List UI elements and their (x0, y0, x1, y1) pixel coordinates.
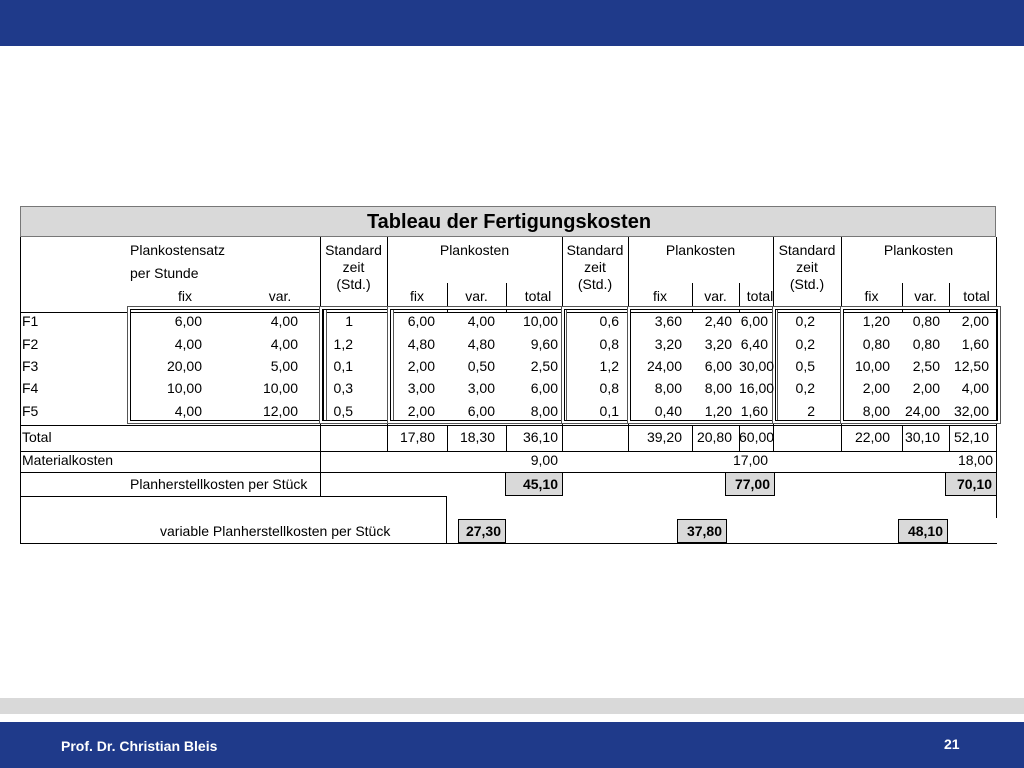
row-p1-var: 4,00 (467, 313, 495, 329)
row-p3-fix: 8,00 (862, 403, 890, 419)
row-p3-total: 12,50 (953, 358, 989, 374)
row-p2-total: 6,00 (740, 313, 768, 329)
planherstell-value-1: 45,10 (522, 476, 558, 492)
table-title: Tableau der Fertigungskosten (366, 211, 652, 233)
row-p1-var: 4,80 (467, 336, 495, 352)
row-satz-fix: 6,00 (174, 313, 202, 329)
row-p3-fix: 1,20 (862, 313, 890, 329)
total-p2-total: 60,00 (739, 429, 775, 445)
cost-table (20, 206, 997, 544)
row-p1-total: 10,00 (522, 313, 558, 329)
row-p1-fix: 2,00 (407, 403, 435, 419)
material-value-3: 18,00 (957, 452, 993, 468)
total-p1-var: 18,30 (459, 429, 495, 445)
header-zeit-2: zeit (584, 259, 606, 275)
table-border-left (20, 237, 21, 544)
row-satz-fix: 20,00 (166, 358, 202, 374)
row-std2: 0,8 (599, 380, 619, 396)
total-p3-fix: 22,00 (854, 429, 890, 445)
header-zeit-1: zeit (342, 259, 365, 275)
header-standard-1: Standard (325, 242, 382, 258)
row-std1: 1,2 (333, 336, 353, 352)
header-zeit-3: zeit (796, 259, 818, 275)
variable-value-box-3 (898, 519, 948, 543)
planherstell-value-box-2 (725, 472, 775, 496)
header-plankosten-3: Plankosten (883, 242, 954, 258)
header-plan-var-1: var. (465, 288, 488, 304)
header-plan-total-3: total (963, 288, 990, 304)
row-p2-total: 16,00 (739, 380, 775, 396)
header-plankosten-1: Plankosten (439, 242, 510, 258)
row-p1-total: 8,00 (530, 403, 558, 419)
variable-value-1: 27,30 (465, 523, 501, 539)
header-plan-total-2: total (746, 288, 774, 304)
row-label: F4 (22, 380, 39, 396)
row-p2-fix: 0,40 (654, 403, 682, 419)
footer-separator (0, 698, 1024, 714)
variable-value-2: 37,80 (686, 523, 722, 539)
row-p1-var: 6,00 (467, 403, 495, 419)
row-p1-fix: 2,00 (407, 358, 435, 374)
header-plan-total-1: total (524, 288, 552, 304)
sep-variable (446, 496, 447, 543)
row-p2-total: 30,00 (739, 358, 775, 374)
row-std3: 2 (807, 403, 815, 419)
row-label: F5 (22, 403, 39, 419)
row-satz-fix: 4,00 (174, 336, 202, 352)
row-label: F2 (22, 336, 39, 352)
material-value-2: 17,00 (732, 452, 768, 468)
row-std1: 0,3 (333, 380, 353, 396)
row-p1-var: 3,00 (467, 380, 495, 396)
header-plan-fix-3: fix (864, 288, 879, 304)
row-p1-fix: 6,00 (407, 313, 435, 329)
top-banner (0, 0, 1024, 46)
total-label: Total (22, 429, 52, 445)
row-p2-fix: 3,60 (654, 313, 682, 329)
row-std2: 0,1 (599, 403, 619, 419)
row-std1: 0,5 (333, 403, 353, 419)
row-std2: 0,6 (599, 313, 619, 329)
table-border-bottom (20, 543, 997, 544)
row-satz-var: 10,00 (262, 380, 298, 396)
header-satz-var: var. (268, 288, 292, 304)
planherstell-value-3: 70,10 (956, 476, 992, 492)
row-p2-var: 6,00 (704, 358, 732, 374)
page-number: 21 (944, 736, 960, 752)
planherstell-value-2: 77,00 (734, 476, 770, 492)
planherstell-value-box-3 (945, 472, 997, 496)
row-std1: 1 (345, 313, 353, 329)
planherstell-label: Planherstellkosten per Stück (130, 476, 308, 492)
row-satz-fix: 10,00 (166, 380, 202, 396)
row-satz-var: 5,00 (270, 358, 298, 374)
row-std3: 0,5 (795, 358, 815, 374)
header-standard-3: Standard (778, 242, 836, 258)
material-value-1: 9,00 (530, 452, 558, 468)
row-p3-var: 2,50 (912, 358, 940, 374)
row-std2: 1,2 (599, 358, 619, 374)
variable-label: variable Planherstellkosten per Stück (160, 523, 391, 539)
row-p1-total: 2,50 (530, 358, 558, 374)
row-p1-fix: 4,80 (407, 336, 435, 352)
row-p2-fix: 8,00 (654, 380, 682, 396)
header-per-stunde: per Stunde (130, 265, 199, 281)
header-plan-fix-2: fix (653, 288, 667, 304)
row-satz-var: 4,00 (270, 336, 298, 352)
variable-value-box-2 (677, 519, 727, 543)
total-p3-total: 52,10 (953, 429, 989, 445)
material-label: Materialkosten (22, 452, 114, 468)
variable-value-box-1 (458, 519, 506, 543)
rule-planherstell-bottom (20, 496, 446, 497)
row-p3-fix: 10,00 (854, 358, 890, 374)
total-p1-total: 36,10 (522, 429, 558, 445)
rule-rows-bottom (20, 425, 997, 426)
row-satz-fix: 4,00 (174, 403, 202, 419)
row-p3-var: 2,00 (912, 380, 940, 396)
total-p3-var: 30,10 (904, 429, 940, 445)
row-p1-fix: 3,00 (407, 380, 435, 396)
row-p3-var: 0,80 (912, 313, 940, 329)
header-plan-fix-1: fix (410, 288, 424, 304)
row-p1-total: 6,00 (530, 380, 558, 396)
row-p3-total: 4,00 (961, 380, 989, 396)
row-std3: 0,2 (795, 380, 815, 396)
row-p3-fix: 2,00 (862, 380, 890, 396)
row-p2-var: 8,00 (704, 380, 732, 396)
row-p3-fix: 0,80 (862, 336, 890, 352)
row-p3-total: 2,00 (961, 313, 989, 329)
footer-author: Prof. Dr. Christian Bleis (61, 738, 218, 754)
row-p3-total: 32,00 (953, 403, 989, 419)
total-p2-fix: 39,20 (646, 429, 682, 445)
header-plan-var-3: var. (914, 288, 937, 304)
row-p3-var: 24,00 (904, 403, 940, 419)
row-p1-var: 0,50 (467, 358, 495, 374)
header-standard-2: Standard (566, 242, 624, 258)
total-p1-fix: 17,80 (399, 429, 435, 445)
header-std-1: (Std.) (336, 276, 371, 292)
row-p2-total: 6,40 (740, 336, 768, 352)
row-p1-total: 9,60 (530, 336, 558, 352)
row-std3: 0,2 (795, 336, 815, 352)
row-p2-fix: 3,20 (654, 336, 682, 352)
table-title-band (20, 206, 996, 237)
row-label: F3 (22, 358, 39, 374)
row-satz-var: 12,00 (262, 403, 298, 419)
row-p2-fix: 24,00 (646, 358, 682, 374)
header-satz-fix: fix (178, 288, 192, 304)
row-std3: 0,2 (795, 313, 815, 329)
row-label: F1 (22, 313, 39, 329)
planherstell-value-box-1 (505, 472, 563, 496)
header-plan-var-2: var. (704, 288, 727, 304)
header-std-2: (Std.) (577, 276, 613, 292)
header-std-3: (Std.) (789, 276, 825, 292)
row-std1: 0,1 (333, 358, 353, 374)
variable-value-3: 48,10 (907, 523, 943, 539)
total-p2-var: 20,80 (696, 429, 732, 445)
header-plankosten-2: Plankosten (665, 242, 736, 258)
row-p2-var: 1,20 (704, 403, 732, 419)
row-p2-total: 1,60 (740, 403, 768, 419)
row-std2: 0,8 (599, 336, 619, 352)
row-p2-var: 2,40 (704, 313, 732, 329)
row-satz-var: 4,00 (270, 313, 298, 329)
row-p2-var: 3,20 (704, 336, 732, 352)
row-p3-total: 1,60 (961, 336, 989, 352)
row-p3-var: 0,80 (912, 336, 940, 352)
header-plankostensatz: Plankostensatz (130, 242, 225, 258)
